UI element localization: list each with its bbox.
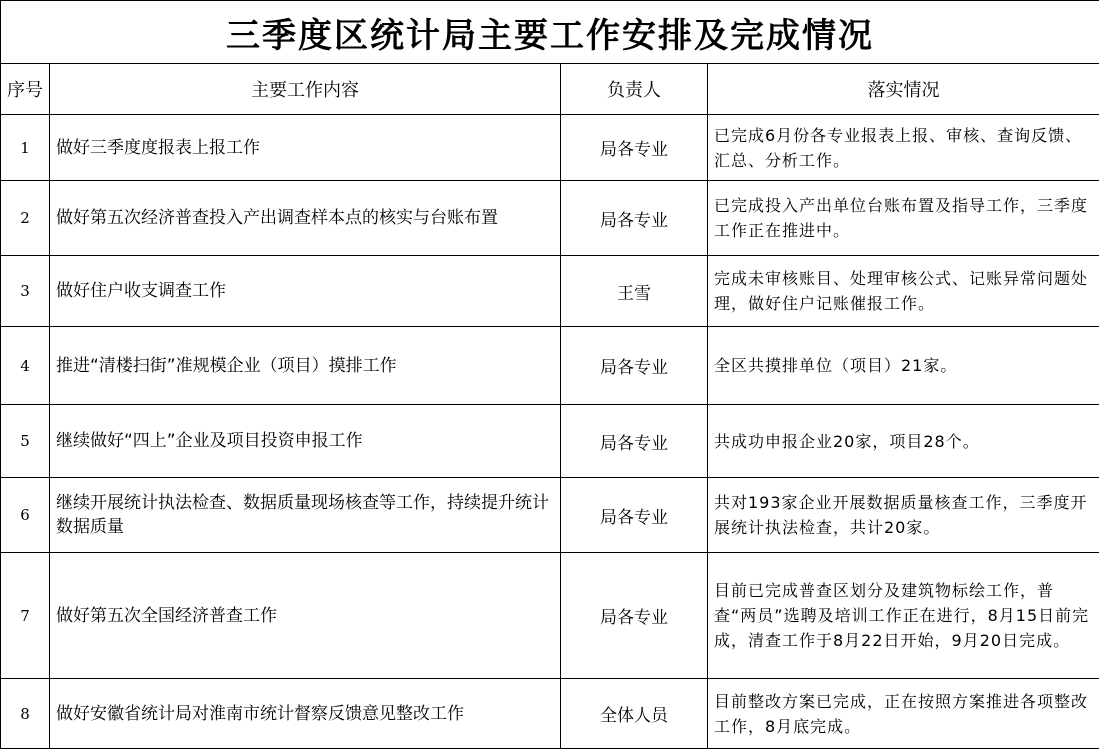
- row-index: 4: [1, 327, 50, 405]
- header-index: 序号: [1, 64, 50, 115]
- table-row: [1, 478, 1099, 553]
- row-content: 做好第五次全国经济普查工作: [50, 553, 561, 679]
- row-index: 3: [1, 256, 50, 327]
- table-row: [1, 115, 1099, 181]
- row-index: 5: [1, 405, 50, 478]
- row-status: 全区共摸排单位（项目）21家。: [708, 327, 1099, 405]
- table-row: [1, 327, 1099, 405]
- row-content: 做好住户收支调查工作: [50, 256, 561, 327]
- row-index: 8: [1, 679, 50, 749]
- header-owner: 负责人: [561, 64, 708, 115]
- header-status: 落实情况: [708, 64, 1099, 115]
- row-content: 推进“清楼扫街”准规模企业（项目）摸排工作: [50, 327, 561, 405]
- table-row: [1, 679, 1099, 749]
- table-row: [1, 405, 1099, 478]
- row-owner: 王雪: [561, 256, 708, 327]
- row-content: 做好三季度度报表上报工作: [50, 115, 561, 181]
- row-owner: 局各专业: [561, 405, 708, 478]
- row-status: 已完成6月份各专业报表上报、审核、查询反馈、汇总、分析工作。: [708, 115, 1099, 181]
- row-owner: 局各专业: [561, 327, 708, 405]
- row-owner: 全体人员: [561, 679, 708, 749]
- row-content: 继续做好“四上”企业及项目投资申报工作: [50, 405, 561, 478]
- row-index: 2: [1, 181, 50, 256]
- row-owner: 局各专业: [561, 115, 708, 181]
- row-status: 共成功申报企业20家，项目28个。: [708, 405, 1099, 478]
- row-content: 做好安徽省统计局对淮南市统计督察反馈意见整改工作: [50, 679, 561, 749]
- header-content: 主要工作内容: [50, 64, 561, 115]
- header-row: [1, 64, 1099, 115]
- row-index: 7: [1, 553, 50, 679]
- row-status: 已完成投入产出单位台账布置及指导工作，三季度工作正在推进中。: [708, 181, 1099, 256]
- row-content: 继续开展统计执法检查、数据质量现场核查等工作，持续提升统计数据质量: [50, 478, 561, 553]
- row-status: 目前已完成普查区划分及建筑物标绘工作，普查“两员”选聘及培训工作正在进行，8月15日前完成，清查工作于8月22日开始，9月20日完成。: [708, 553, 1099, 679]
- row-status: 完成未审核账目、处理审核公式、记账异常问题处理，做好住户记账催报工作。: [708, 256, 1099, 327]
- row-owner: 局各专业: [561, 478, 708, 553]
- row-index: 6: [1, 478, 50, 553]
- page-title: 三季度区统计局主要工作安排及完成情况: [1, 1, 1099, 64]
- table-row: [1, 181, 1099, 256]
- row-index: 1: [1, 115, 50, 181]
- row-status: 共对193家企业开展数据质量核查工作，三季度开展统计执法检查，共计20家。: [708, 478, 1099, 553]
- table-row: [1, 256, 1099, 327]
- table-row: [1, 553, 1099, 679]
- row-owner: 局各专业: [561, 181, 708, 256]
- row-status: 目前整改方案已完成，正在按照方案推进各项整改工作，8月底完成。: [708, 679, 1099, 749]
- row-content: 做好第五次经济普查投入产出调查样本点的核实与台账布置: [50, 181, 561, 256]
- row-owner: 局各专业: [561, 553, 708, 679]
